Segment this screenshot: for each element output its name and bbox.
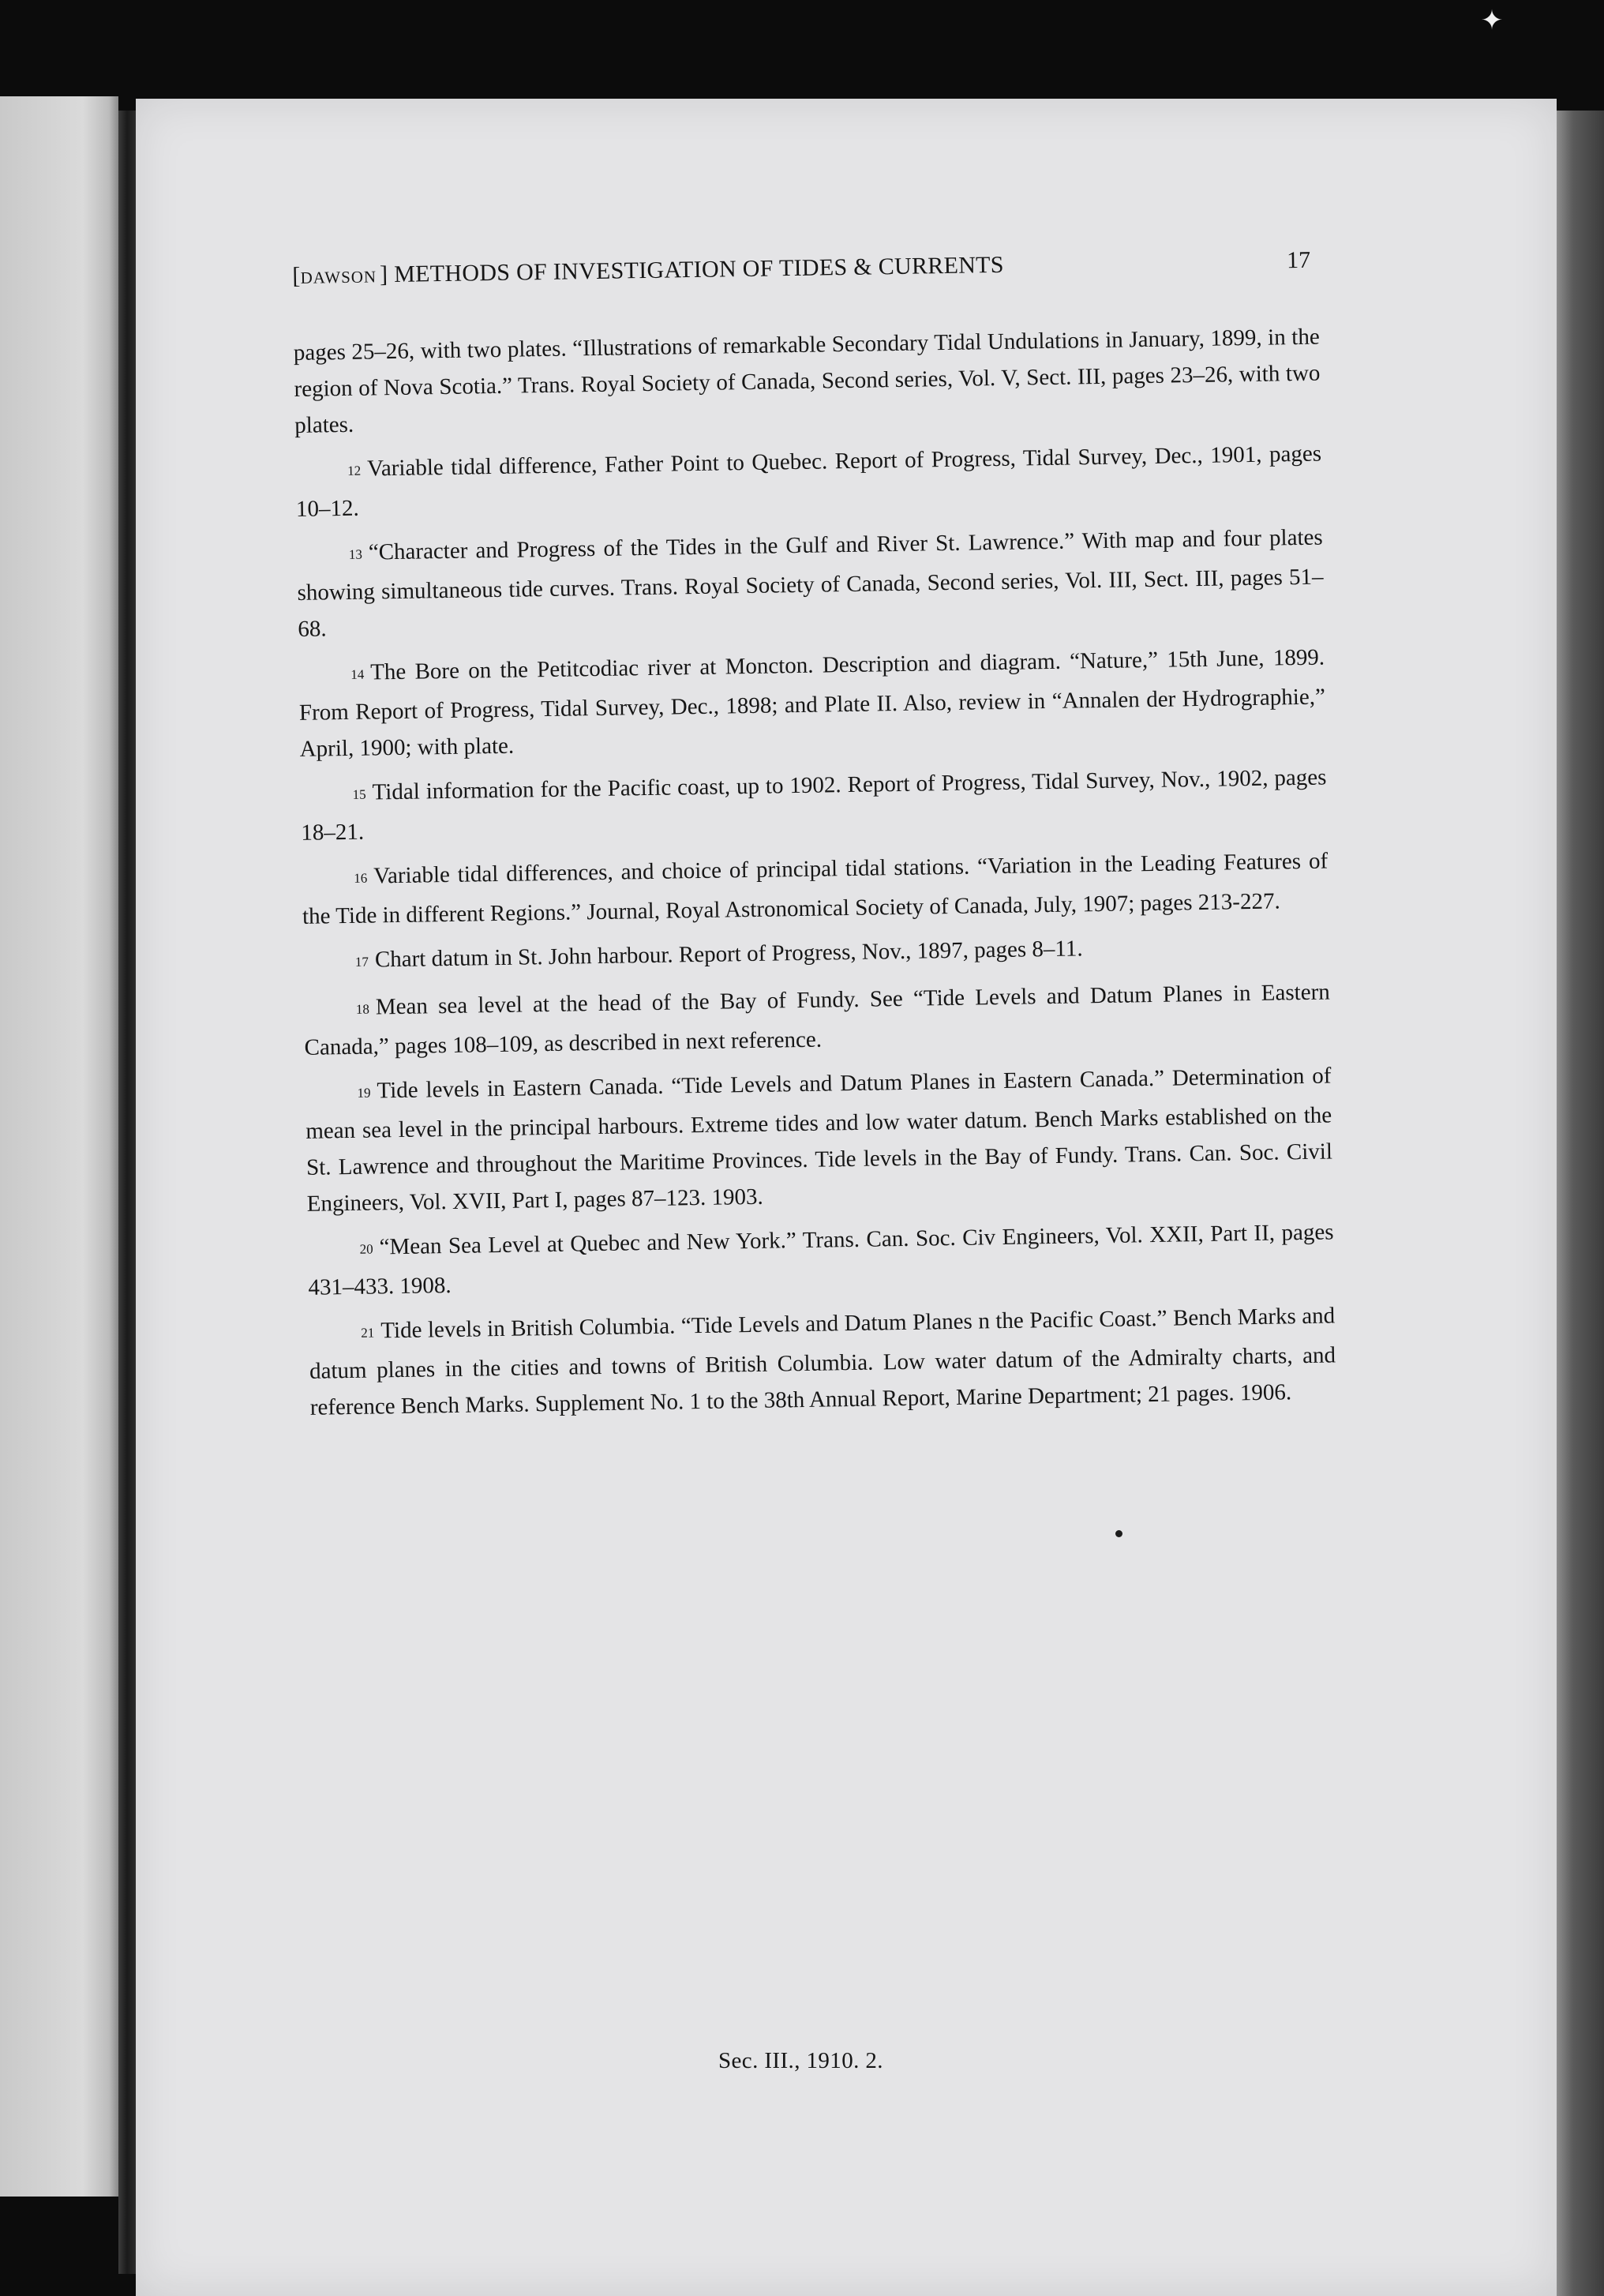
reference-number: 21 — [361, 1325, 375, 1341]
reference-text: “Mean Sea Level at Quebec and New York.” Trans. Can. Soc. Civ Engineers, Vol. XXII, Part II, pages 431–433. 1908. — [308, 1219, 1334, 1300]
corner-star-icon: ✦ — [1480, 5, 1504, 36]
reference-text: Mean sea level at the head of the Bay of Fundy. See “Tide Levels and Datum Planes in Eastern Canada,” pages 108–109, as described in next reference. — [304, 979, 1330, 1060]
page-number: 17 — [1286, 246, 1311, 274]
reference-number: 20 — [359, 1241, 373, 1257]
text-block — [292, 245, 1336, 1434]
reference-13 — [296, 520, 1324, 647]
reference-number: 19 — [357, 1085, 371, 1101]
facing-page-edge — [0, 96, 118, 2197]
reference-text: The Bore on the Petitcodiac river at Moncton. Description and diagram. “Nature,” 15th June, 1899. From Report of Progress, Tidal Survey, Dec., 1898; and Plate II. Also, review in “Annalen der Hydrographie,” April, 1900; with plate. — [298, 644, 1326, 762]
book-binding — [118, 111, 136, 2274]
reference-number: 15 — [352, 786, 366, 802]
reference-text: “Character and Progress of the Tides in the Gulf and River St. Lawrence.” With map and four plates showing simultaneous tide curves. Trans. Royal Society of Canada, Second series, Vol. III, Sect. III, pages 51–68. — [297, 524, 1324, 642]
ink-speck — [1115, 1530, 1122, 1537]
reference-text: Variable tidal differences, and choice of principal tidal stations. “Variation in the Leading Features of the Tide in different Regions.” Journal, Royal Astronomical Society of Canada, July, 1907; pages 213-227. — [302, 848, 1329, 929]
running-head-author: DAWSON — [300, 267, 377, 287]
reference-20 — [307, 1214, 1334, 1305]
reference-16 — [302, 842, 1329, 934]
reference-text: pages 25–26, with two plates. “Illustrations of remarkable Secondary Tidal Undulations in January, 1899, in the region of Nova Scotia.” Trans. Royal Society of Canada, Second series, Vol. V, Sect. III, pages 23–26, with two plates. — [293, 324, 1321, 438]
reference-15 — [300, 760, 1327, 851]
reference-text: Tide levels in Eastern Canada. “Tide Levels and Datum Planes in Eastern Canada.” Determination of mean sea level in the principal harbours. Extreme tides and low water datum. Bench Marks established on the St. Lawrence and throughout the Maritime Provinces. Tide levels in the Bay of Fundy. Trans. Can. Soc. Civil Engineers, Vol. XVII, Part I, pages 87–123. 1903. — [305, 1063, 1333, 1217]
reference-text: Tidal information for the Pacific coast, up to 1902. Report of Progress, Tidal Survey, Nov., 1902, pages 18–21. — [301, 764, 1327, 846]
page-right-shadow — [1557, 111, 1604, 2296]
reference-continuation — [293, 319, 1321, 444]
reference-19 — [305, 1057, 1333, 1221]
reference-text: Chart datum in St. John harbour. Report of Progress, Nov., 1897, pages 8–11. — [374, 936, 1083, 973]
reference-text: Variable tidal difference, Father Point to Quebec. Report of Progress, Tidal Survey, Dec., 1901, pages 10–12. — [295, 441, 1322, 522]
running-head-title: [DAWSON ] METHODS OF INVESTIGATION OF TIDES & CURRENTS — [292, 251, 1005, 289]
reference-number: 13 — [348, 546, 363, 562]
reference-number: 17 — [354, 954, 369, 970]
reference-12 — [295, 436, 1322, 527]
running-head-text: METHODS OF INVESTIGATION OF TIDES & CURRENTS — [393, 251, 1005, 287]
reference-number: 14 — [350, 666, 365, 682]
reference-18 — [304, 974, 1331, 1065]
reference-14 — [298, 640, 1326, 767]
reference-21 — [309, 1297, 1336, 1425]
reference-number: 16 — [354, 870, 368, 886]
reference-number: 12 — [347, 463, 362, 478]
reference-text: Tide levels in British Columbia. “Tide Levels and Datum Planes n the Pacific Coast.” Bench Marks and datum planes in the cities and towns of British Columbia. Low water datum of the Admiralty charts, and reference Bench Marks. Supplement No. 1 to the 38th Annual Report, Marine Department; 21 pages. 1906. — [309, 1303, 1336, 1420]
reference-17 — [303, 926, 1330, 981]
signature-mark: Sec. III., 1910. 2. — [718, 2048, 883, 2073]
reference-number: 18 — [355, 1001, 370, 1017]
